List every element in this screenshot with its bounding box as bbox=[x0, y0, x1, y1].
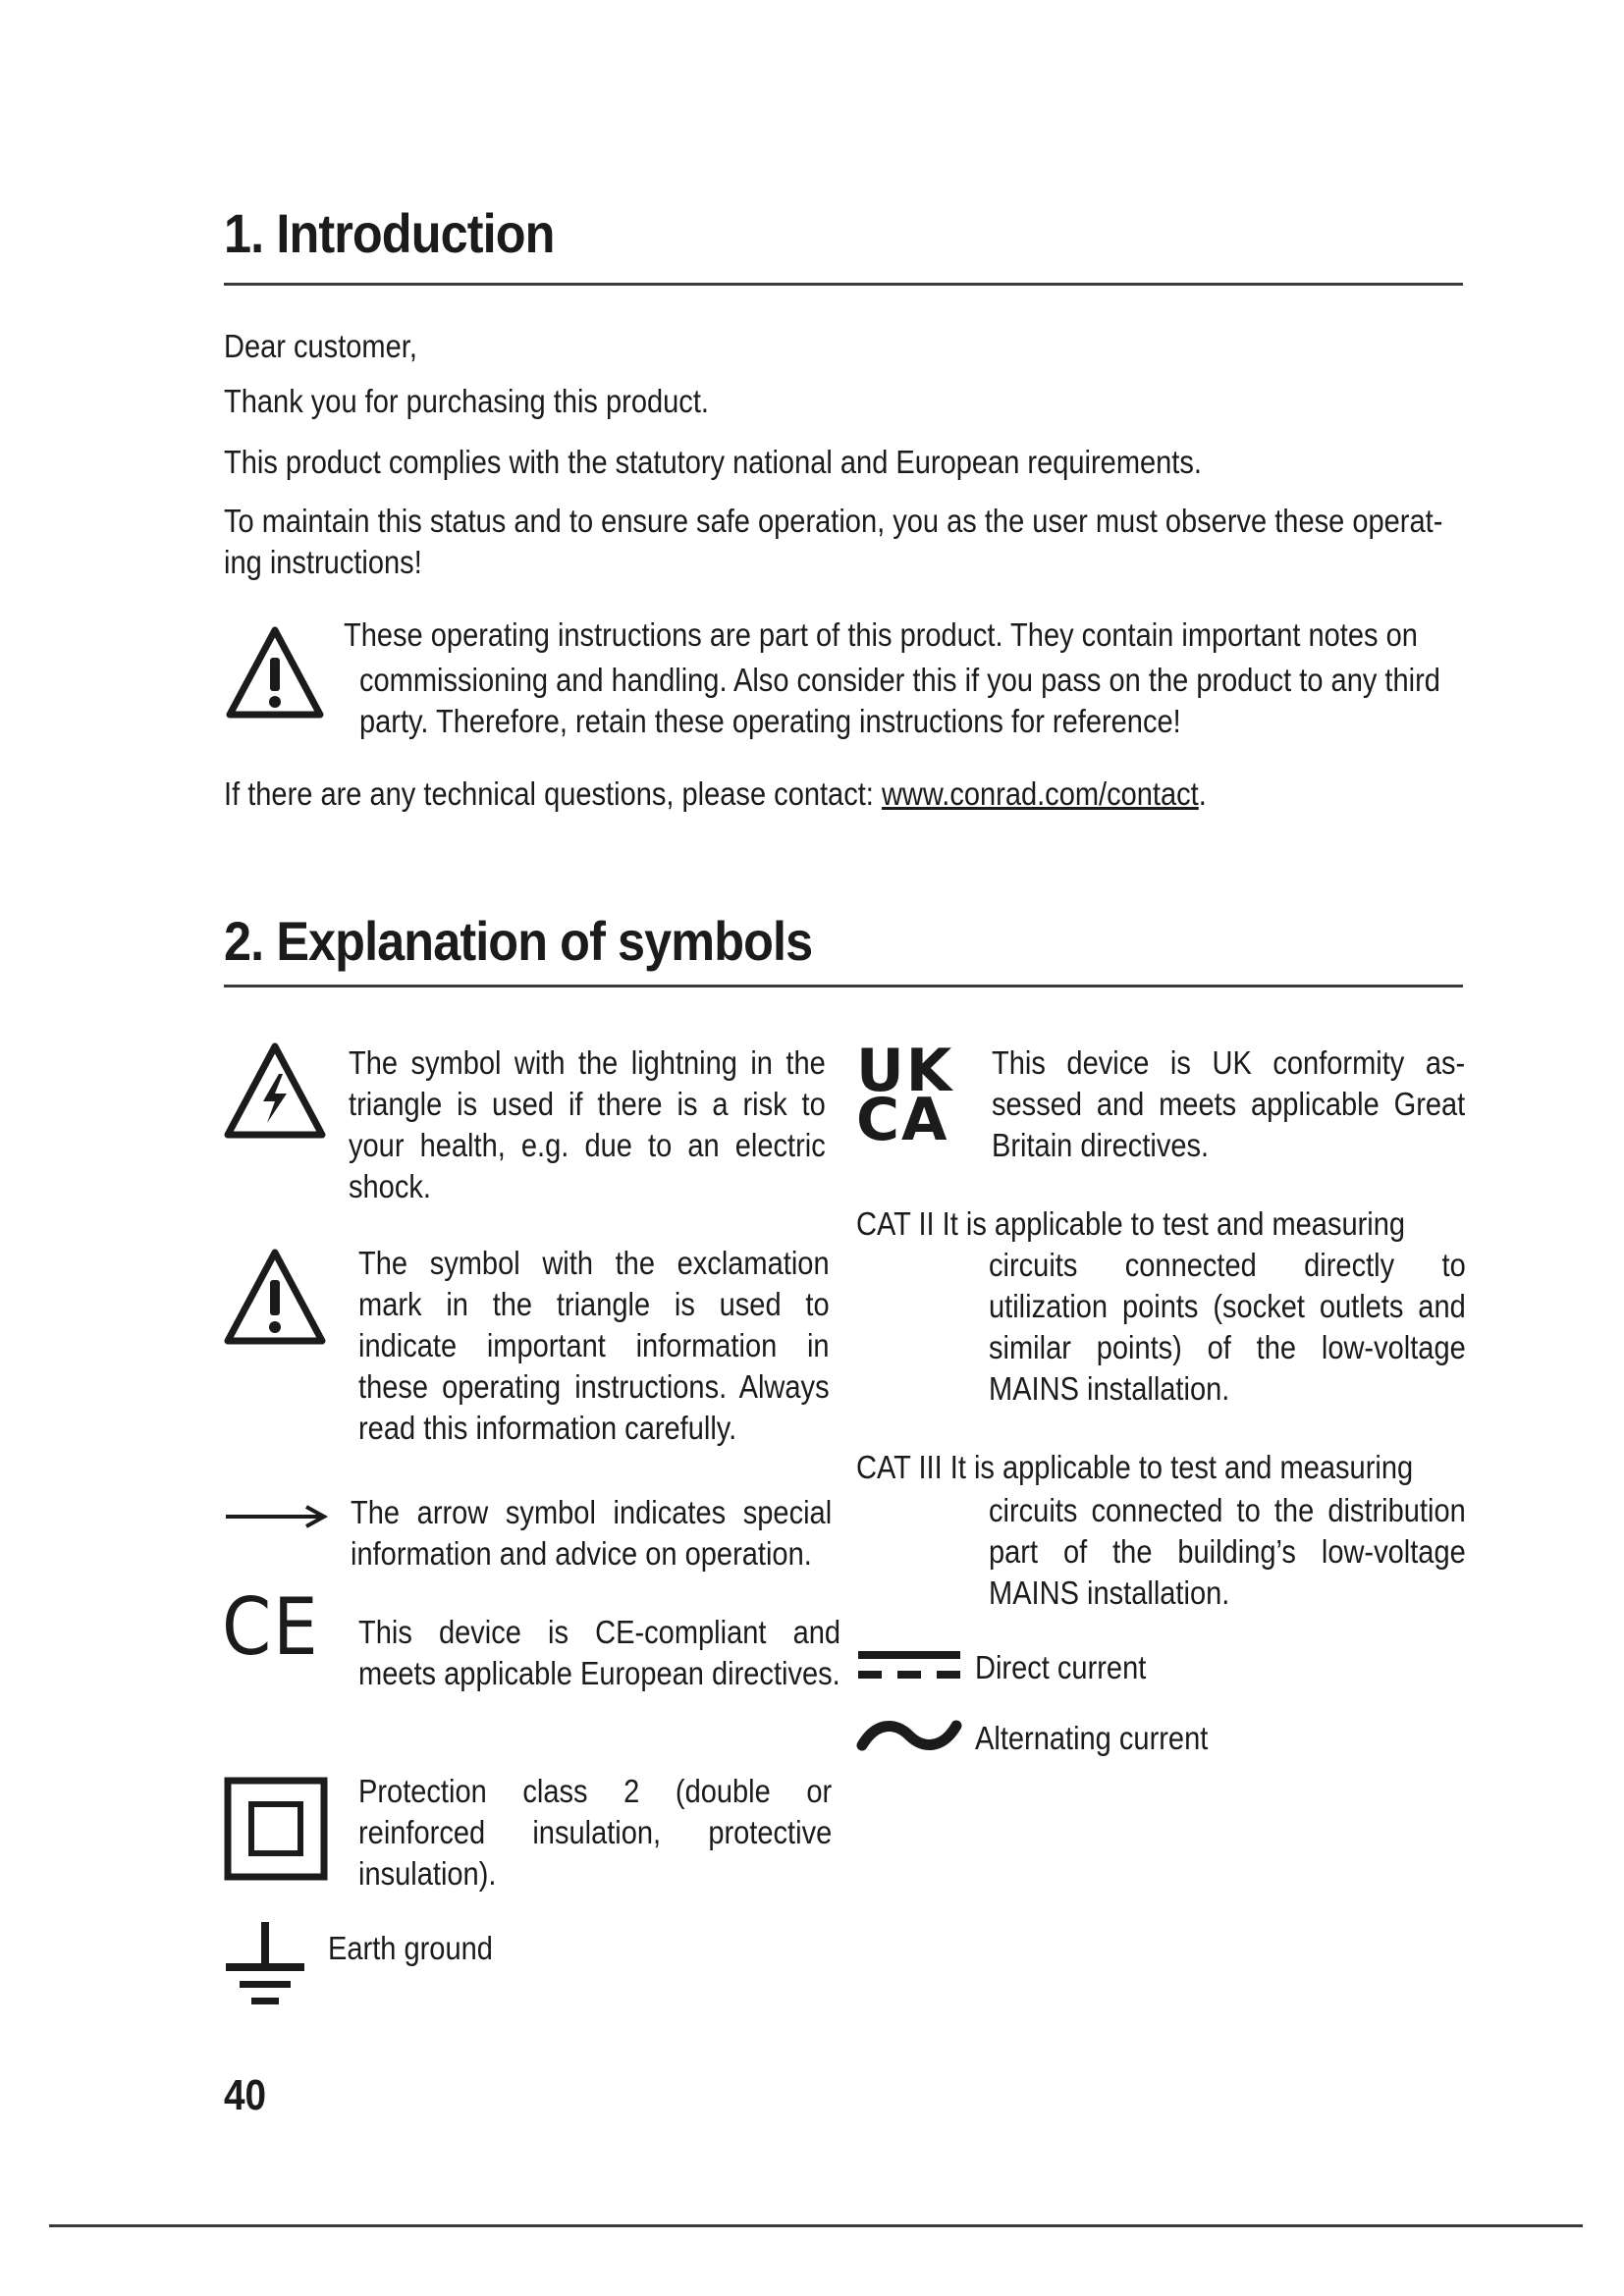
warning-text-line3: party. Therefore, retain these operating instructions for reference! bbox=[359, 703, 1181, 739]
greeting-text: Dear customer, bbox=[224, 328, 417, 364]
exclamation-triangle-icon bbox=[222, 1247, 328, 1349]
lightning-text: The symbol with the lightning in the triangle is used if there is a risk to your health, e.g. due to an electric shock. bbox=[349, 1044, 826, 1204]
contact-link[interactable]: www.conrad.com/contact bbox=[881, 775, 1199, 812]
cat3-first-line bbox=[856, 1447, 1413, 1488]
ce-text: This device is CE-compliant and meets applicable European directives. bbox=[358, 1614, 841, 1691]
warning-text-line1: These operating instructions are part of this product. They contain important notes on bbox=[344, 616, 1418, 653]
warning-text-line2: commissioning and handling. Also consider this if you pass on the product to any third bbox=[359, 662, 1440, 698]
ac-text: Alternating current bbox=[975, 1720, 1209, 1756]
protection-text: Protection class 2 (double or reinforced insulation, protective insulation). bbox=[358, 1773, 833, 1892]
maintain-text-line2: ing instructions! bbox=[224, 544, 422, 580]
alternating-current-icon bbox=[856, 1716, 962, 1755]
protection-class-2-icon bbox=[224, 1777, 328, 1881]
ukca-mark-icon bbox=[856, 1037, 954, 1154]
lightning-triangle-icon bbox=[222, 1041, 328, 1143]
cat2-label: CAT II bbox=[856, 1205, 935, 1242]
compliance-text: This product complies with the statutory national and European requirements. bbox=[224, 444, 1202, 480]
warning-triangle-icon bbox=[224, 624, 326, 722]
contact-line bbox=[224, 774, 1207, 815]
cat3-first: It is applicable to test and measuring bbox=[949, 1449, 1414, 1485]
intro-heading: 1. Introduction bbox=[224, 202, 555, 264]
ukca-top: UK bbox=[856, 1037, 954, 1105]
exclamation-text: The symbol with the exclamation mark in the triangle is used to indicate important information in these operating instructions. Always read this information carefully. bbox=[358, 1245, 830, 1446]
contact-suffix: . bbox=[1198, 775, 1207, 812]
maintain-text-line1: To maintain this status and to ensure safe operation, you as the user must observe these operat- bbox=[224, 503, 1443, 539]
symbols-heading: 2. Explanation of symbols bbox=[224, 910, 813, 972]
dc-text: Direct current bbox=[975, 1649, 1147, 1685]
thanks-text: Thank you for purchasing this product. bbox=[224, 383, 709, 419]
cat2-text: circuits connected directly to utilization points (socket outlets and similar points) of the low-voltage MAINS installation. bbox=[989, 1247, 1466, 1407]
symbols-heading-rule bbox=[224, 985, 1463, 988]
earth-ground-icon bbox=[222, 1922, 310, 2010]
arrow-right-icon bbox=[224, 1502, 330, 1531]
cat3-label: CAT III bbox=[856, 1449, 943, 1485]
cat2-first: It is applicable to test and measuring bbox=[942, 1205, 1406, 1242]
arrow-text: The arrow symbol indicates special information and advice on operation. bbox=[351, 1494, 833, 1572]
contact-prefix: If there are any technical questions, please contact: bbox=[224, 775, 882, 812]
cat2-first-line bbox=[856, 1203, 1405, 1245]
ukca-text: This device is UK conformity as-sessed and meets applicable Great Britain directives. bbox=[992, 1044, 1466, 1163]
direct-current-icon bbox=[856, 1647, 962, 1686]
ce-mark-icon: CE bbox=[222, 1581, 320, 1673]
intro-heading-rule bbox=[224, 283, 1463, 286]
ukca-bottom: CA bbox=[856, 1086, 949, 1154]
cat3-text: circuits connected to the distribution part of the building’s low-voltage MAINS installation. bbox=[989, 1492, 1466, 1611]
earth-text: Earth ground bbox=[328, 1930, 493, 1966]
page-number: 40 bbox=[224, 2071, 267, 2119]
footer-rule bbox=[49, 2224, 1583, 2227]
